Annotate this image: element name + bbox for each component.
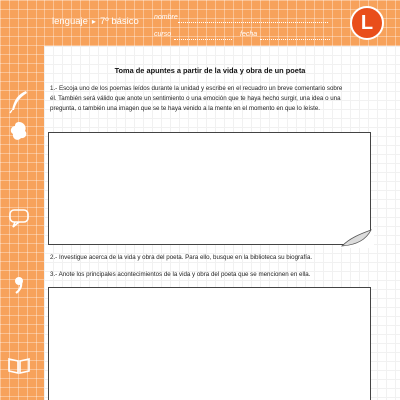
subject-badge: L: [350, 6, 384, 40]
open-book-icon: [6, 352, 32, 378]
speech-bubble-icon: [6, 205, 32, 231]
answer-box-2[interactable]: [48, 287, 371, 400]
worksheet-title: Toma de apuntes a partir de la vida y obra de un poeta: [114, 66, 306, 75]
level-label: 7º básico: [99, 16, 139, 27]
left-gutter: [0, 0, 44, 400]
name-label: nombre: [154, 14, 178, 21]
ink-blot-icon: [6, 118, 32, 144]
course-label: curso: [154, 31, 172, 38]
course-line[interactable]: [174, 39, 232, 40]
date-label: fecha: [240, 31, 258, 38]
question-1: 1.- Escoja uno de los poemas leídos durante la unidad y escribe en el recuadro un breve comentario sobre él. También será válido que anote un sentimiento o una emoción que te haya hecho surgir, una idea o una pregunta, o también una imagen que se te haya venido a la mente en el momento en que lo leíste.: [50, 85, 343, 112]
question-2: 2.- Investigue acerca de la vida y obra del poeta. Para ello, busque en la biblioteca su biografía.: [50, 254, 313, 261]
question-3: 3.- Anote los principales acontecimientos de la vida y obra del poeta que se mencionen en ella.: [50, 271, 311, 278]
subject-label: lenguaje: [52, 16, 88, 27]
answer-box-1[interactable]: [48, 132, 371, 245]
name-line[interactable]: [178, 22, 328, 23]
page-curl-icon: [336, 222, 374, 248]
quill-icon: [6, 88, 32, 114]
comma-icon: [6, 272, 32, 298]
subject-breadcrumb: [52, 16, 139, 27]
date-line[interactable]: [260, 39, 330, 40]
breadcrumb-separator-icon: ▸: [91, 17, 96, 26]
